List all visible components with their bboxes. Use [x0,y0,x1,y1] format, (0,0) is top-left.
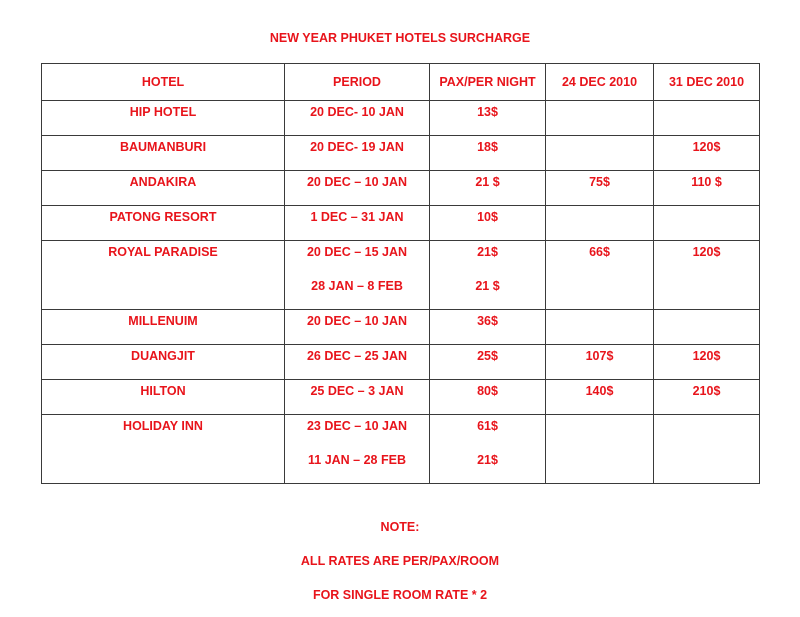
pax-per-night-cell [430,171,546,206]
dec-24-cell-value [546,136,653,170]
period-cell-value: 28 JAN – 8 FEB [311,279,403,293]
dec-24-cell [546,310,654,345]
pax-per-night-cell [430,310,546,345]
period-cell [285,345,430,380]
dec-24-cell [546,241,654,310]
hotel-cell [42,171,285,206]
period-cell [285,415,430,484]
dec-24-cell-value [546,101,653,135]
column-header-hotel: HOTEL [42,64,285,101]
notes-section [0,510,800,612]
dec-24-cell-value: 107$ [585,349,614,363]
dec-24-cell [546,345,654,380]
pax-per-night-cell [430,415,546,484]
hotel-cell-value: DUANGJIT [131,349,195,363]
hotel-cell-value: HOLIDAY INN [123,419,203,433]
pax-per-night-cell [430,136,546,171]
period-cell [285,241,430,310]
period-cell [285,380,430,415]
table-row [42,171,760,206]
table-row [42,136,760,171]
dec-24-cell [546,101,654,136]
period-cell-value: 23 DEC – 10 JAN [306,419,408,433]
dec-31-cell-value: 120$ [692,140,721,154]
dec-31-cell-value [654,415,759,449]
hotel-cell [42,241,285,310]
column-header-period: PERIOD [285,64,430,101]
note-heading: NOTE: [380,520,420,534]
pax-per-night-cell-value: 61$ [477,419,498,433]
pax-per-night-cell-value: 21 $ [475,279,500,293]
dec-31-cell-value [654,206,759,240]
dec-31-cell-value [654,101,759,135]
table-header-row [42,64,760,101]
dec-31-cell [654,171,760,206]
dec-31-cell-value [654,310,759,344]
table-row [42,345,760,380]
dec-24-cell [546,415,654,484]
hotel-cell [42,345,285,380]
pax-per-night-cell-value: 21$ [477,245,498,259]
hotel-cell-value: HIP HOTEL [129,105,197,119]
note-single-room: FOR SINGLE ROOM RATE * 2 [312,588,488,602]
page-title: NEW YEAR PHUKET HOTELS SURCHARGE [269,31,531,45]
pax-per-night-cell [430,101,546,136]
hotel-cell [42,380,285,415]
period-cell-value: 26 DEC – 25 JAN [306,349,408,363]
hotel-cell [42,415,285,484]
dec-24-cell [546,136,654,171]
dec-31-cell-value: 120$ [692,349,721,363]
period-cell-value: 25 DEC – 3 JAN [310,384,404,398]
period-cell-value: 20 DEC- 10 JAN [310,105,404,119]
pax-per-night-cell-value: 10$ [477,210,498,224]
period-cell-value: 20 DEC – 10 JAN [306,314,408,328]
table-row [42,380,760,415]
hotel-cell-value: PATONG RESORT [109,210,217,224]
column-header-24-dec-2010: 24 DEC 2010 [546,64,654,101]
hotel-cell [42,101,285,136]
dec-24-cell-value: 66$ [589,245,610,259]
table-row [42,101,760,136]
dec-24-cell-value: 140$ [585,384,614,398]
period-cell [285,136,430,171]
table-row [42,206,760,241]
table-row [42,415,760,484]
note-rates-per-pax: ALL RATES ARE PER/PAX/ROOM [300,554,500,568]
surcharge-table [41,63,760,484]
dec-31-cell-value: 210$ [692,384,721,398]
pax-per-night-cell-value: 36$ [477,314,498,328]
dec-31-cell [654,380,760,415]
hotel-cell-value: ROYAL PARADISE [108,245,218,259]
pax-per-night-cell-value: 13$ [477,105,498,119]
dec-31-cell [654,345,760,380]
period-cell-value: 20 DEC – 10 JAN [306,175,408,189]
dec-31-cell [654,310,760,345]
dec-31-cell [654,415,760,484]
hotel-cell-value: BAUMANBURI [119,140,207,154]
pax-per-night-cell [430,206,546,241]
column-header-31-dec-2010: 31 DEC 2010 [654,64,760,101]
dec-24-cell-value [546,206,653,240]
pax-per-night-cell-value: 18$ [477,140,498,154]
dec-24-cell-value [546,415,653,449]
period-cell [285,171,430,206]
pax-per-night-cell-value: 21$ [477,453,498,467]
pax-per-night-cell [430,345,546,380]
table-row [42,241,760,310]
hotel-cell [42,310,285,345]
period-cell [285,101,430,136]
dec-24-cell-value: 75$ [589,175,610,189]
dec-24-cell [546,171,654,206]
pax-per-night-cell [430,380,546,415]
dec-31-cell [654,101,760,136]
hotel-cell-value: MILLENUIM [128,314,198,328]
pax-per-night-cell [430,241,546,310]
dec-24-cell [546,206,654,241]
period-cell-value: 1 DEC – 31 JAN [310,210,404,224]
pax-per-night-cell-value: 21 $ [475,175,500,189]
table-row [42,310,760,345]
dec-31-cell-value: 120$ [692,245,721,259]
hotel-cell [42,206,285,241]
period-cell [285,206,430,241]
pax-per-night-cell-value: 25$ [477,349,498,363]
dec-31-cell [654,241,760,310]
dec-24-cell [546,380,654,415]
period-cell-value: 20 DEC – 15 JAN [306,245,408,259]
pax-per-night-cell-value: 80$ [477,384,498,398]
dec-31-cell-value: 110 $ [691,175,722,189]
hotel-cell [42,136,285,171]
hotel-cell-value: HILTON [140,384,186,398]
dec-31-cell [654,136,760,171]
period-cell-value: 20 DEC- 19 JAN [310,140,404,154]
period-cell [285,310,430,345]
dec-31-cell [654,206,760,241]
table-body [42,101,760,484]
hotel-cell-value: ANDAKIRA [129,175,197,189]
column-header-pax-per-night: PAX/PER NIGHT [430,64,546,101]
period-cell-value: 11 JAN – 28 FEB [308,453,406,467]
dec-24-cell-value [546,310,653,344]
